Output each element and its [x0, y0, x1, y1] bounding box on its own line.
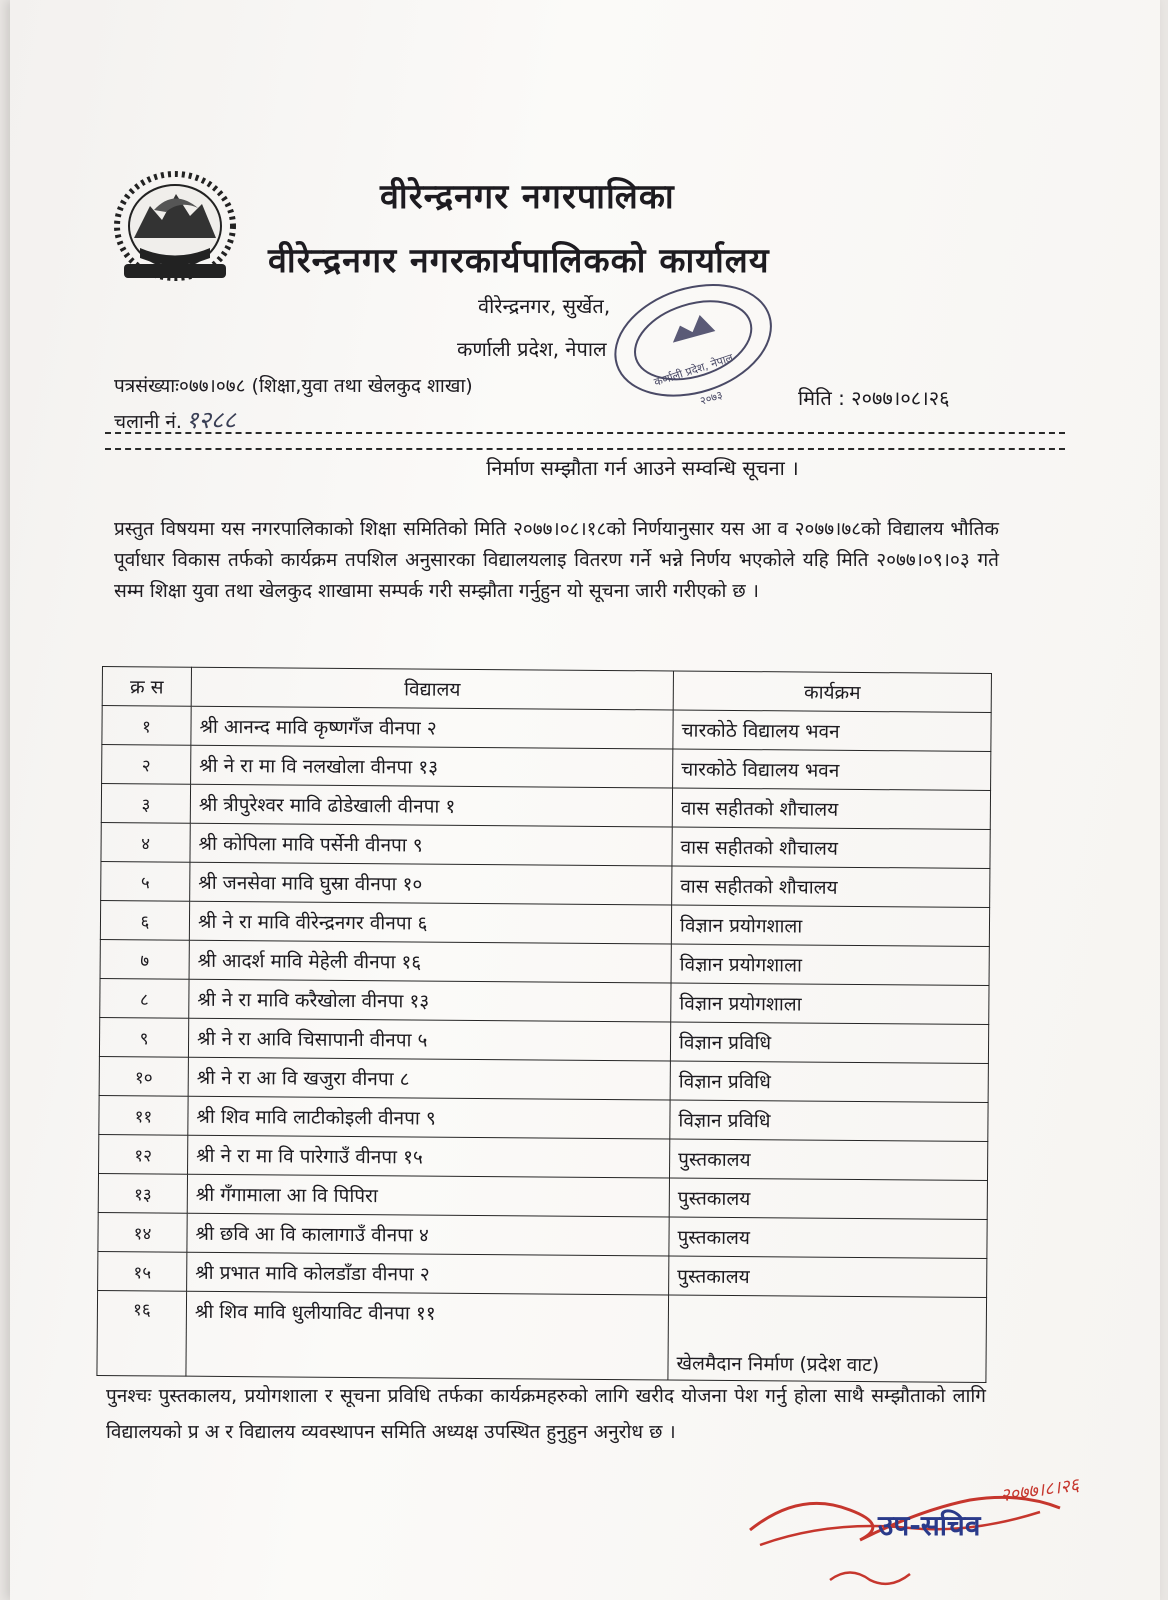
- row-program-name: वास सहीतको शौचालय: [672, 827, 990, 868]
- table-row: [97, 1290, 987, 1382]
- notice-subject: निर्माण सम्झौता गर्न आउने सम्वन्धि सूचना ।: [486, 456, 799, 480]
- row-program-name: विज्ञान प्रविधि: [670, 1022, 988, 1063]
- row-serial-number: ३: [101, 784, 190, 824]
- row-school-name: श्री आनन्द मावि कृष्णगँज वीनपा २: [191, 706, 673, 749]
- notice-body: प्रस्तुत विषयमा यस नगरपालिकाको शिक्षा समितिको मिति २०७७।०८।१८को निर्णयानुसार यस आ व २०७७।७८को विद्यालय भौतिक पूर्वाधार विकास तर्फको कार्यक्रम तपशिल अनुसारका विद्यालयलाइ वितरण गर्ने भन्ने निर्णय भएकोले यहि मिति २०७७।०९।०३ गते सम्म शिक्षा युवा तथा खेलकुद शाखामा सम्पर्क गरी सम्झौता गर्नुहुन यो सूचना जारी गरीएको छ ।: [114, 518, 999, 602]
- government-emblem-icon: [110, 168, 240, 286]
- address-line-2: कर्णाली प्रदेश, नेपाल: [457, 337, 607, 361]
- row-serial-number: १: [102, 706, 191, 746]
- document-page: [10, 0, 1160, 1600]
- row-serial-number: ८: [100, 978, 189, 1018]
- row-program-name: पुस्तकालय: [669, 1256, 987, 1297]
- row-serial-number: ७: [100, 939, 189, 979]
- letter-reference-number: पत्रसंख्याः०७७।०७८ (शिक्षा,युवा तथा खेलकुद शाखा): [114, 375, 473, 397]
- row-school-name: श्री आदर्श मावि मेहेली वीनपा १६: [189, 940, 671, 983]
- row-serial-number: ४: [101, 822, 190, 862]
- row-school-name: श्री ने रा मा वि नलखोला वीनपा १३: [191, 745, 673, 788]
- row-program-name: विज्ञान प्रयोगशाला: [671, 944, 989, 985]
- row-serial-number: ११: [99, 1095, 188, 1135]
- row-program-name: पुस्तकालय: [669, 1217, 987, 1258]
- row-program-name: चारकोठे विद्यालय भवन: [673, 749, 991, 790]
- row-school-name: श्री कोपिला मावि पर्सेनी वीनपा ९: [190, 823, 672, 866]
- row-program-name: चारकोठे विद्यालय भवन: [673, 710, 991, 751]
- row-program-name: वास सहीतको शौचालय: [672, 788, 990, 829]
- row-serial-number: १४: [98, 1212, 187, 1252]
- row-school-name: श्री प्रभात मावि कोलडाँडा वीनपा २: [187, 1252, 669, 1295]
- row-serial-number: १०: [99, 1056, 188, 1096]
- office-name: वीरेन्द्रनगर नगरकार्यपालिकको कार्यालय: [268, 241, 770, 281]
- organization-name: वीरेन्द्रनगर नगरपालिका: [380, 177, 675, 217]
- row-school-name: श्री जनसेवा मावि घुस्रा वीनपा १०: [190, 862, 672, 905]
- svg-text:कर्णाली प्रदेश, नेपाल: कर्णाली प्रदेश, नेपाल: [652, 351, 735, 390]
- row-serial-number: ९: [99, 1017, 188, 1057]
- row-program-name: पुस्तकालय: [669, 1178, 987, 1219]
- row-serial-number: १३: [98, 1173, 187, 1213]
- column-header-serial: क्र स: [102, 667, 191, 707]
- row-serial-number: २: [102, 745, 191, 785]
- program-allocation-table: [96, 666, 992, 1383]
- signature-date: २०७७।८।२६: [998, 1474, 1081, 1507]
- row-program-name: विज्ञान प्रयोगशाला: [671, 905, 989, 946]
- separator-dashed-line: [105, 448, 1065, 450]
- row-school-name: श्री ने रा मा वि पारेगाउँ वीनपा १५: [188, 1135, 670, 1178]
- row-program-name: खेलमैदान निर्माण (प्रदेश वाट): [668, 1295, 987, 1382]
- row-school-name: श्री ने रा आवि चिसापानी वीनपा ५: [188, 1018, 670, 1061]
- row-program-name: वास सहीतको शौचालय: [672, 866, 990, 907]
- dispatch-number-handwritten: १२८८: [185, 406, 236, 434]
- address-line-1: वीरेन्द्रनगर, सुर्खेत,: [478, 294, 611, 318]
- row-school-name: श्री ने रा मावि वीरेन्द्रनगर वीनपा ६: [189, 901, 671, 944]
- row-school-name: श्री शिव मावि लाटीकोइली वीनपा ९: [188, 1096, 670, 1139]
- separator-dashed-line: [105, 432, 1065, 434]
- row-school-name: श्री छवि आ वि कालागाउँ वीनपा ४: [187, 1213, 669, 1256]
- row-program-name: विज्ञान प्रविधि: [670, 1100, 988, 1141]
- letter-date: मिति : २०७७।०८।२६: [798, 386, 950, 410]
- signature-block: [740, 1470, 1120, 1600]
- row-serial-number: ५: [101, 861, 190, 901]
- column-header-program: कार्यक्रम: [673, 671, 991, 712]
- row-school-name: श्री गँगामाला आ वि पिपिरा: [187, 1174, 669, 1217]
- row-school-name: श्री शिव मावि धुलीयाविट वीनपा ११: [186, 1291, 669, 1380]
- row-serial-number: १६: [97, 1290, 187, 1376]
- row-school-name: श्री त्रीपुरेश्वर मावि ढोडेखाली वीनपा १: [190, 784, 672, 827]
- row-program-name: विज्ञान प्रयोगशाला: [671, 983, 989, 1024]
- row-serial-number: १५: [98, 1251, 187, 1291]
- row-serial-number: १२: [99, 1134, 188, 1174]
- notice-subject-row: [10, 454, 1160, 481]
- postscript-note: पुनश्चः पुस्तकालय, प्रयोगशाला र सूचना प्रविधि तर्फका कार्यक्रमहरुको लागि खरीद योजना पेश गर्नु होला साथै सम्झौताको लागि विद्यालयको प्र अ र विद्यालय व्यवस्थापन समिति अध्यक्ष उपस्थित हुनुहुन अनुरोध छ ।: [106, 1385, 986, 1443]
- row-school-name: श्री ने रा आ वि खजुरा वीनपा ८: [188, 1057, 670, 1100]
- row-program-name: पुस्तकालय: [669, 1139, 987, 1180]
- svg-text:२०७३: २०७३: [698, 388, 725, 408]
- dispatch-number-label: चलानी नं.: [114, 411, 182, 433]
- row-program-name: विज्ञान प्रविधि: [670, 1061, 988, 1102]
- row-school-name: श्री ने रा मावि करैखोला वीनपा १३: [189, 979, 671, 1022]
- office-stamp: [605, 276, 785, 416]
- column-header-school: विद्यालय: [191, 667, 673, 710]
- row-serial-number: ६: [100, 900, 189, 940]
- signatory-title: उप-सचिव: [878, 1509, 981, 1542]
